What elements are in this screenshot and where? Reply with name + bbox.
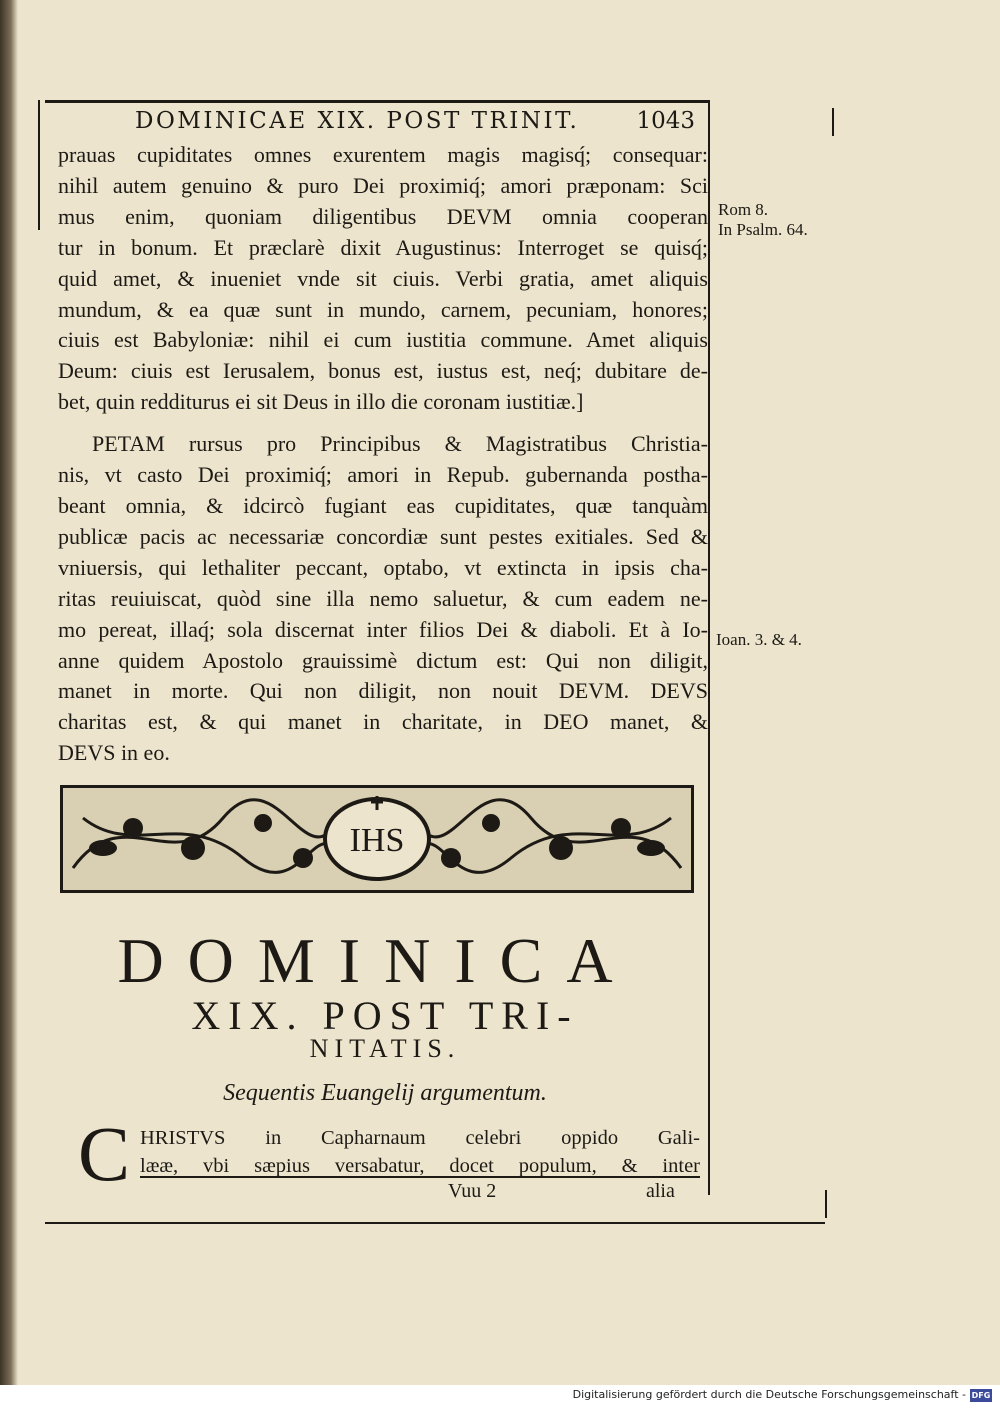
footer-bar	[0, 1385, 1000, 1408]
top-rule	[45, 100, 710, 103]
woodcut-ornament-band	[60, 785, 694, 893]
ornament-graphic	[63, 788, 691, 890]
margin-note-line: Rom 8.	[718, 200, 769, 219]
paragraph-2-line: anne quidem Apostolo grauissimè dictum est: Qui non diligit,	[58, 647, 708, 673]
paragraph-2-line: nis, vt casto Dei proximiq́; amori in Repub. gubernanda postha-	[58, 462, 708, 488]
paragraph-2-line: beant omnia, & idcircò fugiant eas cupiditates, quæ tanquàm	[58, 492, 708, 518]
paragraph-2-line: PETAM rursus pro Principibus & Magistratibus Christia-	[92, 431, 708, 457]
title-dominica: DOMINICA	[117, 925, 637, 996]
paragraph-2-line: charitas est, & qui manet in charitate, in DEO manet, &	[58, 709, 708, 735]
paragraph-2-line: vniuersis, qui lethaliter peccant, optabo, vt extincta in ipsis cha-	[58, 554, 708, 580]
margin-note-line: In Psalm. 64.	[718, 220, 808, 239]
page-number: 1043	[636, 108, 695, 134]
paragraph-1	[58, 140, 708, 418]
paragraph-2-line: manet in morte. Qui non diligit, non nouit DEVM. DEVS	[58, 678, 708, 704]
title-line-2: XIX. POST TRI-	[191, 993, 579, 1038]
paragraph-1-line: ciuis est Babyloniæ: nihil ei cum iustitia commune. Amet aliquis	[58, 327, 708, 353]
paragraph-1-line: prauas cupiditates omnes exurentem magis magisq́; consequar:	[58, 142, 708, 167]
paragraph-1-line: quid amet, & inueniet vnde sit ciuis. Verbi gratia, amet aliquis	[58, 265, 708, 291]
running-head-title: DOMINICAE XIX. POST TRINIT.	[135, 108, 580, 134]
paragraph-1-line: bet, quin redditurus ei sit Deus in illo die coronam iustitiæ.]	[58, 389, 584, 415]
paragraph-1-line: mus enim, quoniam diligentibus DEVM omnia cooperan	[58, 203, 708, 229]
paragraph-2-line: DEVS in eo.	[58, 740, 170, 766]
drop-capital: C	[78, 1110, 131, 1197]
page-spine-shadow	[0, 0, 18, 1385]
body-line-1: HRISTVS in Capharnaum celebri oppido Gali-	[140, 1127, 700, 1149]
paragraph-2-line: mo pereat, illaq́; sola discernat inter filios Dei & diaboli. Et à Io-	[58, 616, 708, 642]
paragraph-1-line: tur in bonum. Et præclarè dixit Augustinus: Interroget se quisq́;	[58, 234, 708, 260]
paragraph-1-line: Deum: ciuis est Ierusalem, bonus est, iustus est, neq́; dubitare de-	[58, 358, 708, 384]
signature-mark: Vuu 2	[448, 1180, 497, 1202]
outer-margin-rule-bottom	[825, 1190, 827, 1218]
paragraph-2	[58, 429, 708, 769]
argument-heading: Sequentis Euangelij argumentum.	[223, 1080, 547, 1106]
left-frame-rule	[38, 100, 40, 230]
funding-note: Digitalisierung gefördert durch die Deutsche Forschungsgemeinschaft -	[572, 1388, 966, 1401]
margin-note-romans	[718, 200, 808, 240]
paragraph-1-line: mundum, & ea quæ sunt in mundo, carnem, pecuniam, honores;	[58, 296, 708, 322]
paragraph-2-line: ritas reuiuiscat, quòd sine illa nemo saluetur, & cum eadem ne-	[58, 585, 708, 611]
paragraph-2-line: publicæ pacis ac necessariæ concordiæ sunt pestes exitiales. Sed &	[58, 523, 708, 549]
outer-margin-rule	[832, 108, 834, 136]
ihs-monogram: IHS	[349, 822, 405, 859]
margin-note-john: Ioan. 3. & 4.	[716, 630, 802, 649]
dfg-logo-icon: DFG	[971, 1391, 991, 1400]
bottom-rule	[45, 1222, 825, 1224]
catchword: alia	[646, 1180, 675, 1202]
body-line-2: lææ, vbi sæpius versabatur, docet populum, & inter	[140, 1155, 700, 1177]
paragraph-1-line: nihil autem genuino & puro Dei proximiq́; amori præponam: Sci	[58, 172, 708, 198]
running-head	[135, 108, 695, 134]
main-text-block	[58, 140, 708, 769]
title-line-3: NITATIS.	[309, 1034, 461, 1063]
body-text	[140, 1124, 700, 1180]
